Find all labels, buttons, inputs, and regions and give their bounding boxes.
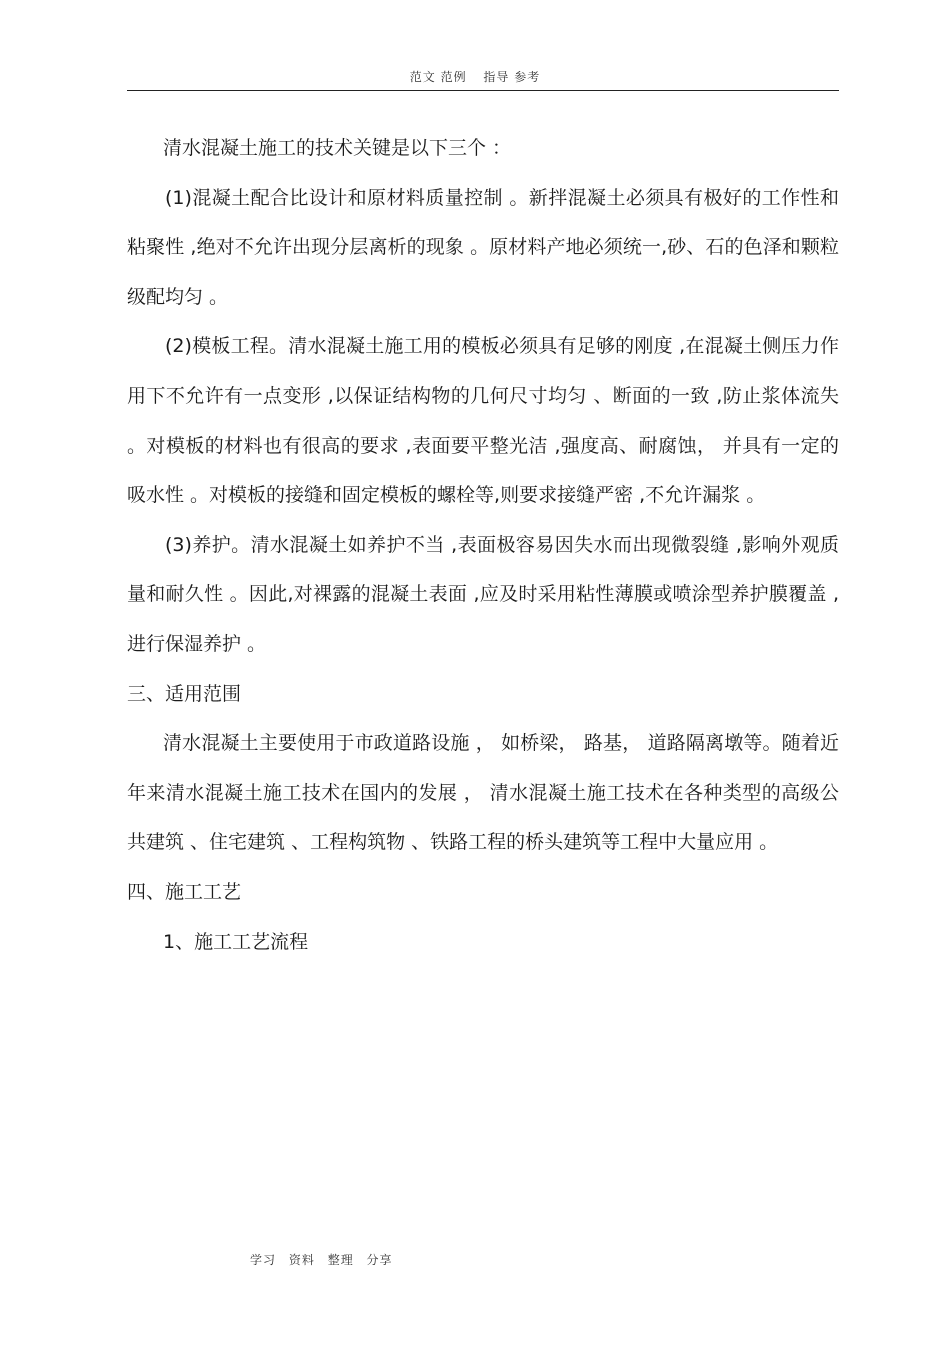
section-heading-process: 四、施工工艺 <box>127 880 242 903</box>
paragraph-mix-design: (1)混凝土配合比设计和原材料质量控制 。新拌混凝土必须具有极好的工作性和粘聚性 ,绝对不允许出现分层离析的现象 。原材料产地必须统一,砂、石的色泽和颗粒级配均匀 。 <box>127 186 839 308</box>
header-item: 范文 范例 <box>409 70 467 84</box>
paragraph-scope: 清水混凝土主要使用于市政道路设施 ， 如桥梁， 路基， 道路隔离墩等。随着近年来清水混凝土施工技术在国内的发展 ， 清水混凝土施工技术在各种类型的高级公共建筑 、住宅建筑 、工程构筑物 、铁路工程的桥头建筑等工程中大量应用 。 <box>127 732 839 854</box>
subsection-heading-flow: 1、施工工艺流程 <box>163 930 309 953</box>
footer-item: 分享 <box>366 1253 393 1267</box>
page-header <box>0 68 950 85</box>
footer-item: 学习 <box>250 1253 277 1267</box>
header-item: 指导 参考 <box>483 70 541 84</box>
section-heading-scope: 三、适用范围 <box>127 682 242 705</box>
page-footer <box>250 1251 401 1268</box>
document-body <box>127 124 839 967</box>
paragraph-formwork: (2)模板工程。清水混凝土施工用的模板必须具有足够的刚度 ,在混凝土侧压力作用下不允许有一点变形 ,以保证结构物的几何尺寸均匀 、断面的一致 ,防止浆体流失 。对模板的材料也有很高的要求 ,表面要平整光洁 ,强度高、耐腐蚀， 并具有一定的吸水性 。对模板的接缝和固定模板的螺栓等,则要求接缝严密 ,不允许漏浆 。 <box>127 335 839 507</box>
paragraph-key-points-intro: 清水混凝土施工的技术关键是以下三个 ： <box>163 137 512 159</box>
footer-item: 资料 <box>288 1253 315 1267</box>
header-divider <box>127 90 839 91</box>
paragraph-curing: (3)养护。清水混凝土如养护不当 ,表面极容易因失水而出现微裂缝 ,影响外观质量和耐久性 。因此,对裸露的混凝土表面 ,应及时采用粘性薄膜或喷涂型养护膜覆盖 ,进行保湿养护 。 <box>127 533 839 655</box>
footer-item: 整理 <box>327 1253 354 1267</box>
